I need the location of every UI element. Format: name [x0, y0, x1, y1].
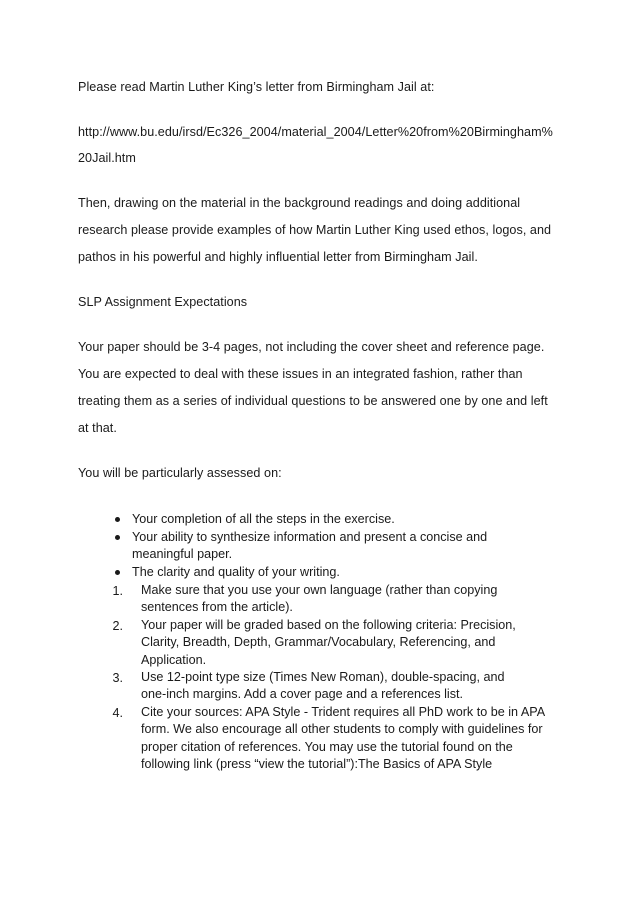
list-item-text: one-inch margins. Add a cover page and a references list. — [141, 687, 464, 702]
list-number: 2. — [112, 619, 123, 633]
list-item-text: Your completion of all the steps in the exercise. — [132, 512, 395, 526]
bullet-icon — [115, 570, 120, 575]
list-number: 4. — [112, 706, 123, 720]
list-number: 3. — [112, 671, 123, 685]
expectations-line-3: treating them as a series of individual questions to be answered one by one and left — [78, 394, 548, 408]
list-item-text: Application. — [141, 652, 207, 667]
instructions-line-1: Then, drawing on the material in the background readings and doing additional — [78, 196, 521, 210]
letter-url-line-2: 20Jail.htm — [78, 151, 136, 165]
intro-paragraph: Please read Martin Luther King’s letter from Birmingham Jail at: — [78, 80, 435, 94]
section-heading: SLP Assignment Expectations — [78, 295, 248, 309]
instructions-line-3: pathos in his powerful and highly influential letter from Birmingham Jail. — [78, 250, 478, 264]
expectations-line-2: You are expected to deal with these issues in an integrated fashion, rather than — [78, 367, 523, 381]
expectations-line-4: at that. — [78, 421, 117, 435]
list-item-text: Your ability to synthesize information and present a concise and — [132, 530, 488, 544]
list-item-text: proper citation of references. You may use the tutorial found on the — [141, 739, 513, 754]
list-item-text: meaningful paper. — [132, 547, 233, 562]
expectations-line-1: Your paper should be 3-4 pages, not including the cover sheet and reference page. — [78, 340, 545, 354]
list-item-text: Clarity, Breadth, Depth, Grammar/Vocabulary, Referencing, and — [141, 635, 496, 650]
list-item-text: Use 12-point type size (Times New Roman), double-spacing, and — [141, 670, 505, 684]
list-item-text: Make sure that you use your own language (rather than copying — [141, 583, 498, 597]
bullet-icon — [115, 535, 120, 540]
list-number: 1. — [112, 584, 123, 598]
bullet-icon — [115, 517, 120, 522]
list-item-text: following link (press “view the tutorial”):The Basics of APA Style — [141, 757, 493, 772]
assessment-intro: You will be particularly assessed on: — [78, 466, 282, 480]
list-item-text: Your paper will be graded based on the following criteria: Precision, — [141, 618, 516, 632]
list-item-text: sentences from the article). — [141, 600, 293, 615]
list-item-text: The clarity and quality of your writing. — [132, 565, 340, 579]
letter-url-line-1: http://www.bu.edu/irsd/Ec326_2004/material_2004/Letter%20from%20Birmingham% — [78, 125, 553, 139]
instructions-line-2: research please provide examples of how Martin Luther King used ethos, logos, and — [78, 223, 552, 237]
list-item-text: form. We also encourage all other students to comply with guidelines for — [141, 722, 543, 737]
list-item-text: Cite your sources: APA Style - Trident requires all PhD work to be in APA — [141, 705, 546, 719]
